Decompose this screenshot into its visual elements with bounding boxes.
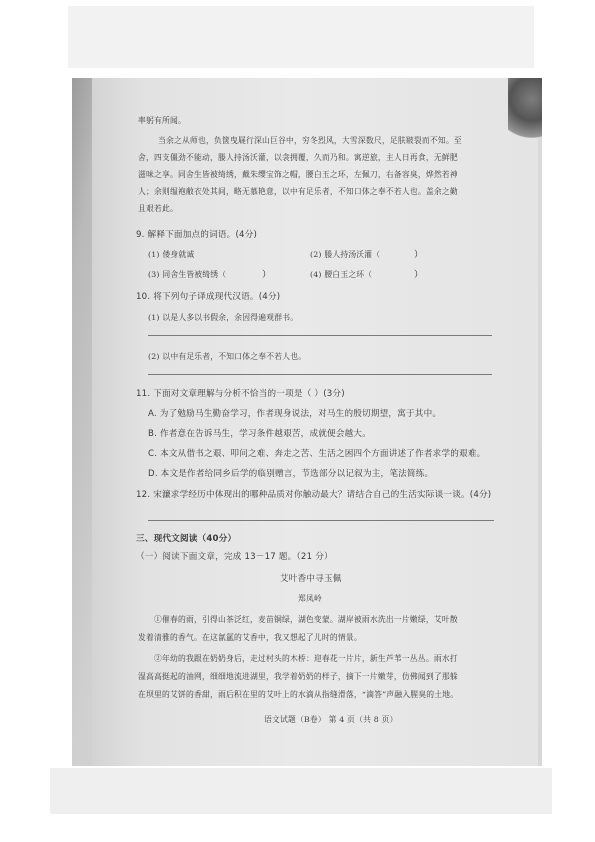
page-footer: 语文试题（B卷） 第 4 页（共 8 页） <box>264 715 398 724</box>
answer-paren-close: ） <box>262 270 272 280</box>
answer-paren-close: ） <box>414 270 424 280</box>
section-3-subheading: （一）阅读下面文章，完成 13－17 题。（21 分） <box>136 552 333 562</box>
question-9-stem: 9. 解释下面加点的词语。(4分) <box>136 230 258 240</box>
article-paragraph-line: ①催春的雨，引得山茶泛红，麦苗铜绿，湖色变蒙。湖岸被雨水洗出一片嫩绿，艾叶散 <box>154 615 458 624</box>
passage-line: 人；余则缊袍敝衣处其间，略无慕艳意，以中有足乐者，不知口体之奉不若人也。盖余之勤 <box>138 187 458 196</box>
passage-line: 舍，四支僵劲不能动，媵人持汤沃灌，以衾拥覆，久而乃和。寓逆旅，主人日再食，无鲜肥 <box>138 153 458 162</box>
question-9-item: (2) 媵人持汤沃灌（ <box>310 250 381 259</box>
question-11-option: D. 本文是作者给同乡后学的临别赠言，节选部分以记叙为主，笔法简练。 <box>148 469 434 479</box>
question-11-stem: 11. 下面对文章理解与分析不恰当的一项是（ ）(3分) <box>136 389 345 399</box>
section-3-heading: 三、现代文阅读（40分） <box>136 534 237 544</box>
question-10-stem: 10. 将下列句子译成现代汉语。(4分) <box>136 292 281 302</box>
exam-paper-sheet <box>92 78 538 766</box>
bottom-margin-band <box>50 768 552 814</box>
article-paragraph-line: 在坝里的艾饼的香甜，雨后积在里的艾叶上的水滴从指缝滑落，“滴答”声融入腥臭的土地。 <box>138 690 459 699</box>
answer-line <box>148 335 492 336</box>
article-title: 艾叶香中寻玉佩 <box>280 574 342 584</box>
article-author: 郑凤岭 <box>298 594 322 603</box>
question-9-item: (1) 偻身就诚 <box>148 250 195 259</box>
question-11-option: A. 为了勉励马生勤奋学习，作者现身说法，对马生的殷切期望，寓于其中。 <box>148 409 442 419</box>
answer-paren-close: ） <box>414 250 424 260</box>
passage-line: 滋味之享。同舍生皆被绮绣，戴朱缨宝饰之帽，腰白玉之环，左佩刀，右备容臭，烨然若神 <box>138 170 458 179</box>
passage-line: 当余之从师也，负箧曳屣行深山巨谷中，穷冬烈风，大雪深数尺，足肤皲裂而不知。至 <box>158 136 462 145</box>
question-9-item: (3) 同舍生皆被绮绣（ <box>148 270 227 279</box>
article-paragraph-line: 湿高高挺起的油网，细细地流进湖里，我学着奶奶的样子，摘下一片嫩芽，仿佛闻到了那躲 <box>138 672 458 681</box>
article-paragraph-line: 发着清雅的香气。在这氤氲的艾香中，我又想起了儿时的情景。 <box>138 633 362 642</box>
passage-line: 且艰若此。 <box>138 204 178 213</box>
question-10-item: (1) 以是人多以书假余，余因得遍观群书。 <box>148 313 299 322</box>
exam-page-photo <box>72 78 542 766</box>
top-margin-band <box>68 6 534 68</box>
article-paragraph-line: ②年幼的我跟在奶奶身后，走过村头的木桥：迎春花一片片，新生芦苇一丛丛。雨水打 <box>154 654 458 663</box>
question-9-item: (4) 腰白玉之环（ <box>310 270 373 279</box>
answer-line <box>148 374 492 375</box>
passage-line: 率躬有所闻。 <box>138 116 186 125</box>
binder-clip-shadow <box>508 78 542 148</box>
question-11-option: C. 本文从借书之艰、叩问之难、奔走之苦、生活之困四个方面讲述了作者求学的艰难。 <box>148 449 486 459</box>
question-10-item: (2) 以中有足乐者，不知口体之奉不若人也。 <box>148 352 307 361</box>
question-11-option: B. 作者意在告诉马生，学习条件越艰苦，成就便会越大。 <box>148 429 372 439</box>
answer-line <box>148 520 494 521</box>
question-12-stem: 12. 宋濂求学经历中体现出的哪种品质对你触动最大？请结合自己的生活实际谈一谈。(4分) <box>136 490 492 500</box>
